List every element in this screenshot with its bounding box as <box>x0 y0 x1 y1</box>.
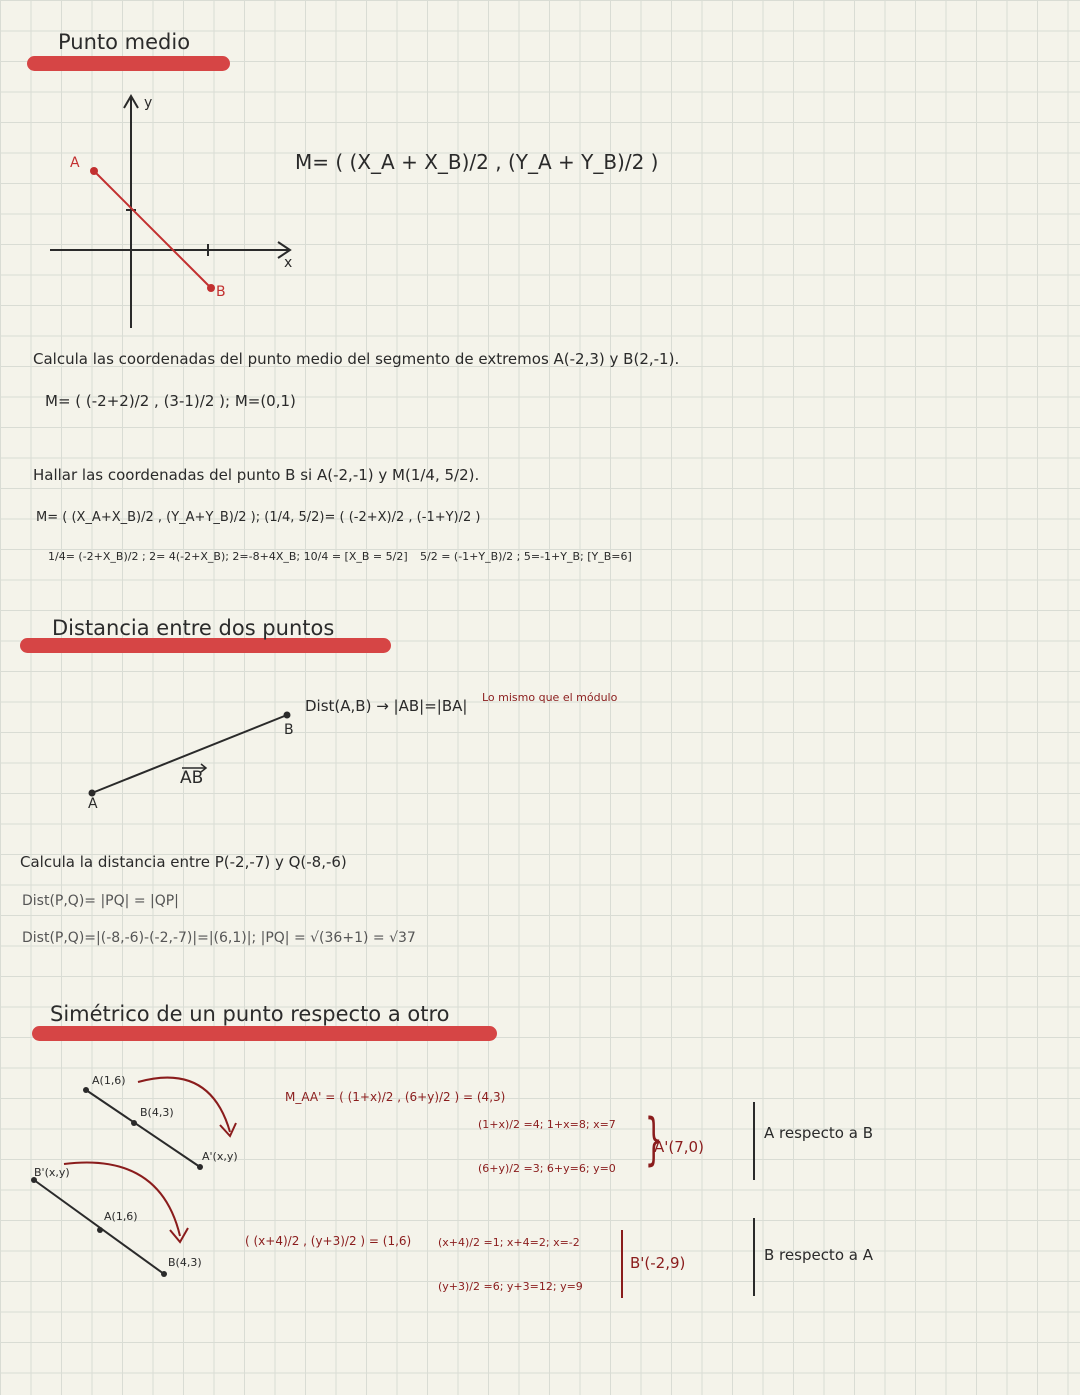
title-highlight <box>20 638 391 653</box>
case-divider <box>753 1102 755 1180</box>
label-x-axis: x <box>284 255 293 271</box>
section-title-midpoint: Punto medio <box>58 30 191 54</box>
label-a: A <box>88 796 98 812</box>
section-title-distance: Distancia entre dos puntos <box>52 616 335 640</box>
section-title-symmetric: Simétrico de un punto respecto a otro <box>50 1002 450 1026</box>
symmetry-arrow <box>138 1078 230 1132</box>
case2-divider <box>621 1230 623 1298</box>
case1-equation: M_AA' = ( (1+x)/2 , (6+y)/2 ) = (4,3) <box>285 1090 506 1104</box>
title-highlight <box>27 56 230 71</box>
distance-graph <box>80 700 380 840</box>
label-y-axis: y <box>144 95 153 111</box>
diag1-b: B(4,3) <box>140 1106 174 1119</box>
case1-brace: } <box>644 1107 663 1172</box>
ex2-step3: 5/2 = (-1+Y_B)/2 ; 5=-1+Y_B; [Y_B=6] <box>420 550 632 563</box>
point-a <box>90 167 98 175</box>
case1-result: A'(7,0) <box>654 1138 704 1156</box>
case1-line2: (6+y)/2 =3; 6+y=6; y=0 <box>478 1162 616 1175</box>
diag1-a-prime: A'(x,y) <box>202 1150 238 1163</box>
case2-result: B'(-2,9) <box>630 1254 686 1272</box>
ex1-solution: M= ( (-2+2)/2 , (3-1)/2 ); M=(0,1) <box>45 392 296 410</box>
midpoint-formula: M= ( (X_A + X_B)/2 , (Y_A + Y_B)/2 ) <box>295 150 659 174</box>
distance-formula: Dist(A,B) → |AB|=|BA| <box>305 697 468 715</box>
point-b <box>284 712 291 719</box>
distance-ex-line2: Dist(P,Q)=|(-8,-6)-(-2,-7)|=|(6,1)|; |PQ| = √(36+1) = √37 <box>22 930 416 946</box>
diag2-b-prime: B'(x,y) <box>34 1166 70 1179</box>
label-b: B <box>216 284 226 300</box>
case2-label: B respecto a A <box>764 1246 873 1264</box>
ex2-step2: 1/4= (-2+X_B)/2 ; 2= 4(-2+X_B); 2=-8+4X_B; 10/4 = [X_B = 5/2] <box>48 550 408 563</box>
case1-label: A respecto a B <box>764 1124 873 1142</box>
distance-ex-line1: Dist(P,Q)= |PQ| = |QP| <box>22 893 179 909</box>
distance-ex-statement: Calcula la distancia entre P(-2,-7) y Q(-8,-6) <box>20 853 347 871</box>
diag2-b: B(4,3) <box>168 1256 202 1269</box>
label-b: B <box>284 722 294 738</box>
label-a: A <box>70 155 80 171</box>
segment-ab <box>94 171 211 288</box>
diag2-a: A(1,6) <box>104 1210 138 1223</box>
diag1-a: A(1,6) <box>92 1074 126 1087</box>
title-highlight <box>32 1026 497 1041</box>
ex2-step1: M= ( (X_A+X_B)/2 , (Y_A+Y_B)/2 ); (1/4, 5/2)= ( (-2+X)/2 , (-1+Y)/2 ) <box>36 510 481 525</box>
case-divider <box>753 1218 755 1296</box>
ex2-statement: Hallar las coordenadas del punto B si A(-2,-1) y M(1/4, 5/2). <box>33 466 480 484</box>
case2-line1: (x+4)/2 =1; x+4=2; x=-2 <box>438 1236 580 1249</box>
case2-line2: (y+3)/2 =6; y+3=12; y=9 <box>438 1280 583 1293</box>
case1-line1: (1+x)/2 =4; 1+x=8; x=7 <box>478 1118 616 1131</box>
case2-equation: ( (x+4)/2 , (y+3)/2 ) = (1,6) <box>245 1234 412 1248</box>
distance-note: Lo mismo que el módulo <box>482 691 618 704</box>
ex1-statement: Calcula las coordenadas del punto medio del segmento de extremos A(-2,3) y B(2,-1). <box>33 350 680 368</box>
point-b <box>207 284 215 292</box>
midpoint-graph <box>40 90 340 430</box>
label-vector-ab: AB <box>180 768 204 788</box>
symmetry-arrow <box>64 1163 180 1237</box>
